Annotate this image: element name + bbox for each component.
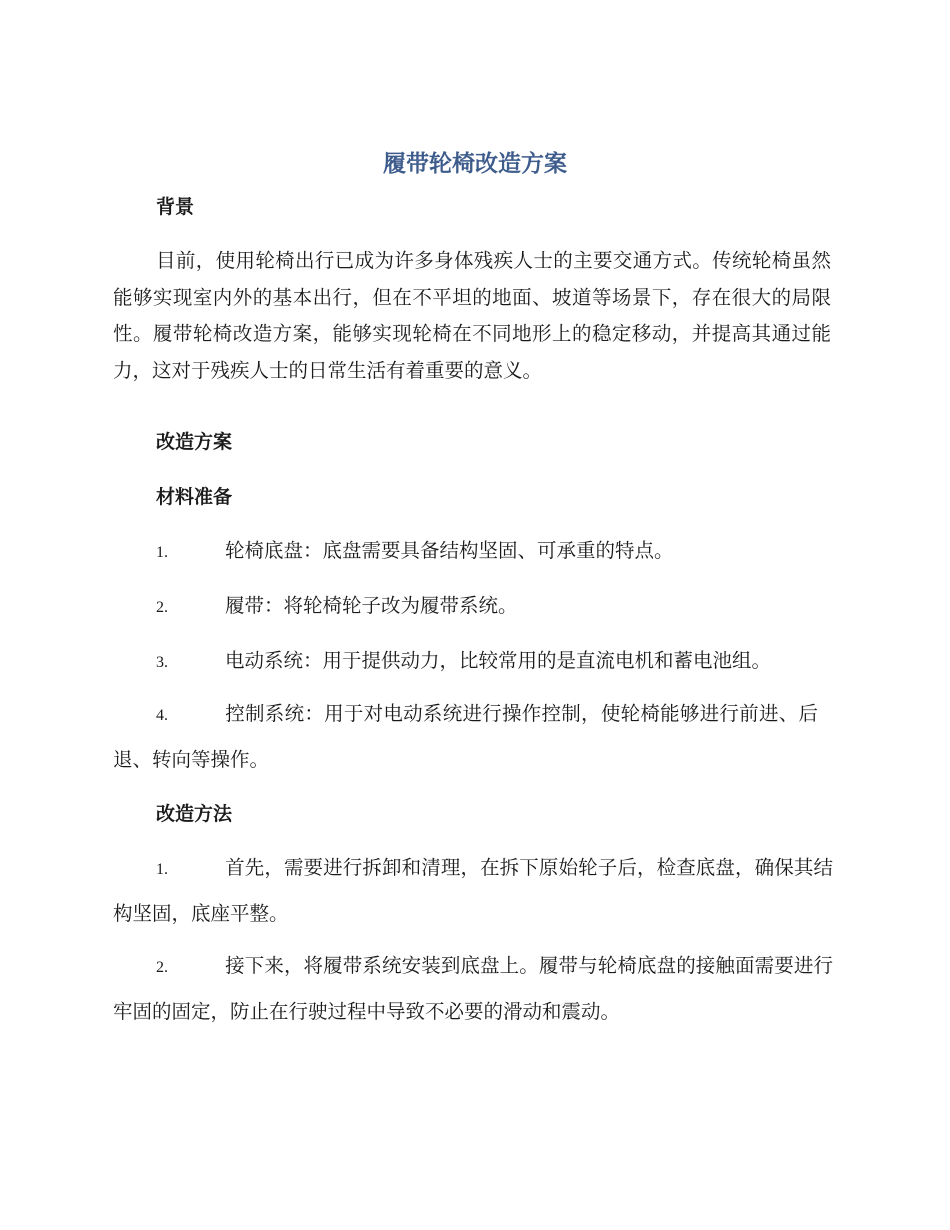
list-item xyxy=(113,581,833,633)
document-title: 履带轮椅改造方案 xyxy=(383,151,567,177)
list-number: 1. xyxy=(156,861,168,878)
list-number: 2. xyxy=(156,959,168,976)
list-item xyxy=(113,944,833,1034)
list-text: 轮椅底盘：底盘需要具备结构坚固、可承重的特点。 xyxy=(225,539,674,562)
heading-materials: 材料准备 xyxy=(156,486,233,508)
list-text: 接下来，将履带系统安装到底盘上。履带与轮椅底盘的接触面需要进行牢固的固定，防止在行驶过程中导致不必要的滑动和震动。 xyxy=(113,954,833,1023)
list-item xyxy=(113,526,833,578)
list-item xyxy=(113,692,818,782)
list-text: 首先，需要进行拆卸和清理，在拆下原始轮子后，检查底盘，确保其结构坚固，底座平整。 xyxy=(113,856,833,925)
list-text: 控制系统：用于对电动系统进行操作控制，使轮椅能够进行前进、后退、转向等操作。 xyxy=(113,702,818,771)
heading-plan: 改造方案 xyxy=(156,431,233,453)
paragraph-background: 目前，使用轮椅出行已成为许多身体残疾人士的主要交通方式。传统轮椅虽然能够实现室内外的基本出行，但在不平坦的地面、坡道等场景下，存在很大的局限性。履带轮椅改造方案，能够实现轮椅在不同地形上的稳定移动，并提高其通过能力，这对于残疾人士的日常生活有着重要的意义。 xyxy=(113,249,831,382)
list-text: 履带：将轮椅轮子改为履带系统。 xyxy=(225,594,518,617)
list-item xyxy=(113,636,833,688)
list-text: 电动系统：用于提供动力，比较常用的是直流电机和蓄电池组。 xyxy=(225,649,772,672)
list-number: 2. xyxy=(156,599,168,616)
heading-method: 改造方法 xyxy=(156,803,233,825)
list-number: 1. xyxy=(156,544,168,561)
list-number: 3. xyxy=(156,654,168,671)
list-number: 4. xyxy=(156,707,168,724)
heading-background: 背景 xyxy=(156,196,195,218)
list-item xyxy=(113,846,833,936)
